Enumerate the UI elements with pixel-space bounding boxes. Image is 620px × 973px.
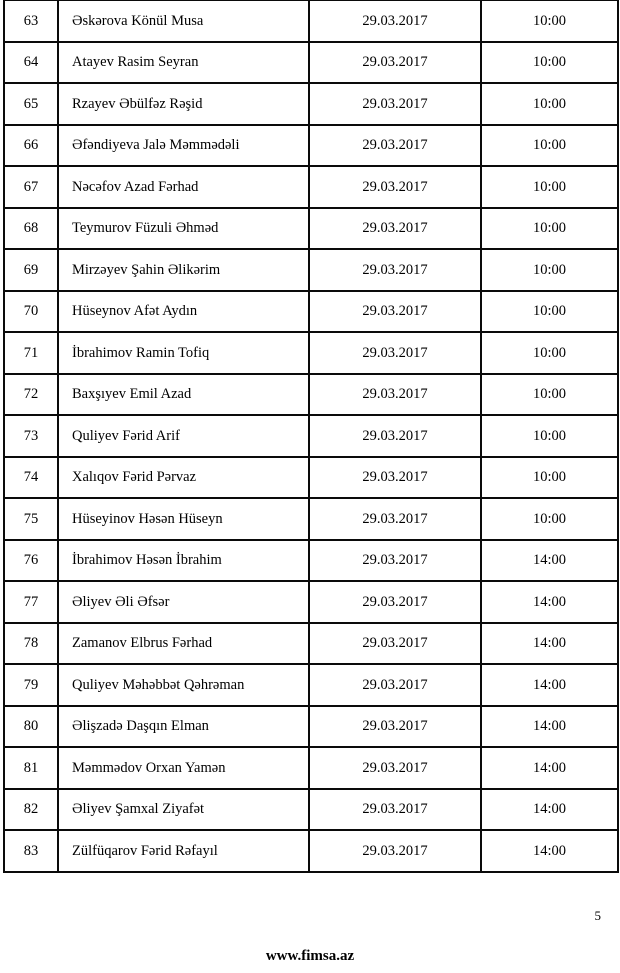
cell-name: Əskərova Könül Musa [58,0,309,42]
cell-name: Xalıqov Fərid Pərvaz [58,457,309,499]
cell-date: 29.03.2017 [309,706,481,748]
cell-name: Əfəndiyeva Jalə Məmmədəli [58,125,309,167]
cell-name: Əliyev Əli Əfsər [58,581,309,623]
table-row [4,747,618,789]
cell-time: 10:00 [481,0,618,42]
cell-number: 80 [4,706,58,748]
table-row [4,623,618,665]
cell-name: Məmmədov Orxan Yamən [58,747,309,789]
cell-time: 14:00 [481,623,618,665]
cell-date: 29.03.2017 [309,830,481,872]
cell-number: 68 [4,208,58,250]
cell-time: 14:00 [481,830,618,872]
cell-name: Atayev Rasim Seyran [58,42,309,84]
table-row [4,249,618,291]
table-row [4,83,618,125]
cell-time: 10:00 [481,166,618,208]
cell-name: Mirzəyev Şahin Əlikərim [58,249,309,291]
cell-date: 29.03.2017 [309,208,481,250]
cell-name: Zülfüqarov Fərid Rəfayıl [58,830,309,872]
cell-time: 10:00 [481,42,618,84]
table-row [4,291,618,333]
footer-website-link[interactable]: www.fimsa.az [265,948,355,964]
cell-date: 29.03.2017 [309,581,481,623]
table-row [4,0,618,42]
cell-number: 72 [4,374,58,416]
cell-number: 65 [4,83,58,125]
page-number: 5 [594,908,601,923]
table-row [4,415,618,457]
cell-date: 29.03.2017 [309,664,481,706]
cell-time: 14:00 [481,747,618,789]
table-row [4,42,618,84]
cell-number: 63 [4,0,58,42]
cell-time: 10:00 [481,291,618,333]
table-row [4,332,618,374]
cell-name: Hüseynov Afət Aydın [58,291,309,333]
cell-number: 64 [4,42,58,84]
cell-time: 14:00 [481,789,618,831]
table-row [4,706,618,748]
cell-time: 10:00 [481,83,618,125]
cell-date: 29.03.2017 [309,540,481,582]
cell-date: 29.03.2017 [309,332,481,374]
table-row [4,498,618,540]
cell-name: Nəcəfov Azad Fərhad [58,166,309,208]
cell-name: Əlişzadə Daşqın Elman [58,706,309,748]
cell-time: 10:00 [481,498,618,540]
schedule-table [3,0,619,873]
cell-number: 82 [4,789,58,831]
cell-number: 78 [4,623,58,665]
cell-time: 14:00 [481,664,618,706]
cell-date: 29.03.2017 [309,249,481,291]
table-row [4,664,618,706]
cell-date: 29.03.2017 [309,291,481,333]
cell-date: 29.03.2017 [309,166,481,208]
cell-date: 29.03.2017 [309,0,481,42]
cell-number: 75 [4,498,58,540]
cell-time: 14:00 [481,581,618,623]
table-row [4,457,618,499]
table-row [4,166,618,208]
cell-name: Baxşıyev Emil Azad [58,374,309,416]
table-body [4,0,618,872]
cell-number: 77 [4,581,58,623]
cell-number: 74 [4,457,58,499]
cell-name: Əliyev Şamxal Ziyafət [58,789,309,831]
cell-date: 29.03.2017 [309,42,481,84]
cell-date: 29.03.2017 [309,498,481,540]
cell-time: 14:00 [481,706,618,748]
cell-number: 69 [4,249,58,291]
cell-time: 10:00 [481,332,618,374]
cell-name: Teymurov Füzuli Əhməd [58,208,309,250]
cell-date: 29.03.2017 [309,747,481,789]
cell-name: Quliyev Fərid Arif [58,415,309,457]
cell-time: 14:00 [481,540,618,582]
table-row [4,540,618,582]
cell-date: 29.03.2017 [309,83,481,125]
cell-number: 70 [4,291,58,333]
cell-number: 79 [4,664,58,706]
cell-date: 29.03.2017 [309,457,481,499]
cell-time: 10:00 [481,457,618,499]
cell-number: 66 [4,125,58,167]
cell-name: Quliyev Məhəbbət Qəhrəman [58,664,309,706]
cell-name: İbrahimov Ramin Tofiq [58,332,309,374]
table-row [4,208,618,250]
cell-date: 29.03.2017 [309,789,481,831]
cell-time: 10:00 [481,415,618,457]
cell-number: 67 [4,166,58,208]
cell-time: 10:00 [481,249,618,291]
cell-date: 29.03.2017 [309,623,481,665]
cell-date: 29.03.2017 [309,374,481,416]
table-row [4,789,618,831]
cell-time: 10:00 [481,125,618,167]
cell-name: İbrahimov Həsən İbrahim [58,540,309,582]
cell-time: 10:00 [481,208,618,250]
cell-date: 29.03.2017 [309,415,481,457]
cell-number: 81 [4,747,58,789]
cell-name: Rzayev Əbülfəz Rəşid [58,83,309,125]
table-row [4,374,618,416]
cell-name: Hüseyinov Həsən Hüseyn [58,498,309,540]
cell-number: 71 [4,332,58,374]
cell-number: 73 [4,415,58,457]
cell-number: 83 [4,830,58,872]
cell-number: 76 [4,540,58,582]
table-row [4,830,618,872]
table-row [4,581,618,623]
cell-time: 10:00 [481,374,618,416]
cell-name: Zamanov Elbrus Fərhad [58,623,309,665]
cell-date: 29.03.2017 [309,125,481,167]
table-row [4,125,618,167]
